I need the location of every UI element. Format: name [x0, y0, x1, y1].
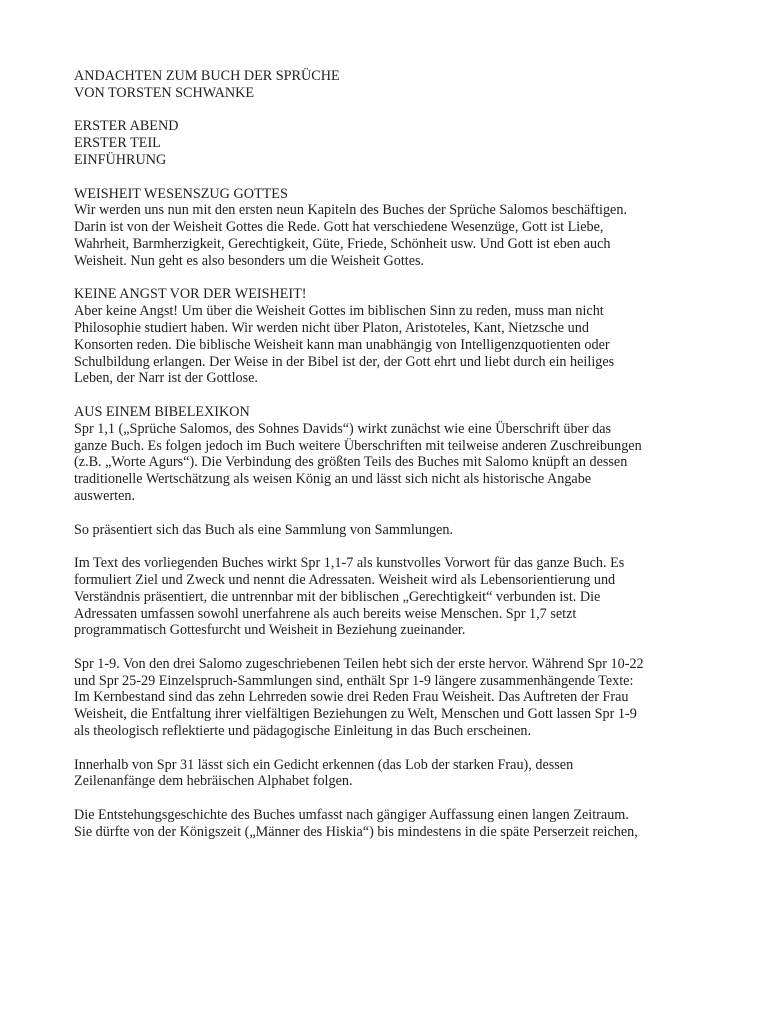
text-line: programmatisch Gottesfurcht und Weisheit in Beziehung zueinander. [74, 622, 466, 639]
text-line: Wir werden uns nun mit den ersten neun Kapiteln des Buches der Sprüche Salomos beschäftigen. [74, 202, 627, 219]
text-line: Konsorten reden. Die biblische Weisheit kann man unabhängig von Intelligenzquotienten oder [74, 336, 610, 353]
text-line: Aber keine Angst! Um über die Weisheit Gottes im biblischen Sinn zu reden, muss man nicht [74, 303, 604, 320]
paragraph [74, 421, 714, 505]
text-line: und Spr 25-29 Einzelspruch-Sammlungen sind, enthält Spr 1-9 längere zusammenhängende Texte: [74, 672, 634, 689]
part-line: ERSTER TEIL [74, 135, 161, 152]
text-line: Spr 1-9. Von den drei Salomo zugeschriebenen Teilen hebt sich der erste hervor. Während Spr 10-22 [74, 655, 644, 672]
paragraph [74, 757, 714, 791]
paragraph [74, 656, 714, 740]
section-heading: AUS EINEM BIBELEXIKON [74, 403, 250, 420]
document-author: VON TORSTEN SCHWANKE [74, 84, 254, 101]
text-line: Sie dürfte von der Königszeit („Männer des Hiskia“) bis mindestens in die späte Perserzeit reichen, [74, 823, 638, 840]
text-line: (z.B. „Worte Agurs“). Die Verbindung des größten Teils des Buches mit Salomo knüpft an dessen [74, 454, 628, 471]
text-line: Zeilenanfänge dem hebräischen Alphabet folgen. [74, 773, 353, 790]
text-line: ganze Buch. Es folgen jedoch im Buch weitere Überschriften mit teilweise anderen Zuschreibungen [74, 437, 642, 454]
text-line: Die Entstehungsgeschichte des Buches umfasst nach gängiger Auffassung einen langen Zeitraum. [74, 807, 629, 824]
paragraph [74, 555, 714, 639]
paragraph [74, 202, 714, 269]
part-heading [74, 135, 714, 169]
text-line: Weisheit. Nun geht es also besonders um die Weisheit Gottes. [74, 252, 425, 269]
section-heading: KEINE ANGST VOR DER WEISHEIT! [74, 286, 307, 303]
paragraph [74, 807, 714, 841]
text-line: Philosophie studiert haben. Wir werden nicht über Platon, Aristoteles, Kant, Nietzsche und [74, 319, 589, 336]
text-line: traditionelle Wertschätzung als weisen König an und lässt sich nicht als historische Angabe [74, 471, 592, 488]
text-line: als theologisch reflektierte und pädagogische Einleitung in das Buch erscheinen. [74, 723, 532, 740]
text-line: So präsentiert sich das Buch als eine Sammlung von Sammlungen. [74, 521, 454, 538]
document-body [74, 68, 714, 857]
section-heading: WEISHEIT WESENSZUG GOTTES [74, 185, 288, 202]
spacer [74, 102, 714, 119]
text-line: Adressaten umfassen sowohl unerfahrene als auch bereits weise Menschen. Spr 1,7 setzt [74, 605, 577, 622]
part-line: EINFÜHRUNG [74, 151, 167, 168]
text-line: Im Kernbestand sind das zehn Lehrreden sowie drei Reden Frau Weisheit. Das Auftreten der Frau [74, 689, 629, 706]
text-line: Schulbildung erlangen. Der Weise in der Bibel ist der, der Gott ehrt und liebt durch ein heiliges [74, 353, 615, 370]
paragraph [74, 522, 714, 539]
text-line: Wahrheit, Barmherzigkeit, Gerechtigkeit, Güte, Friede, Schönheit usw. Und Gott ist eben auch [74, 235, 611, 252]
text-line: Leben, der Narr ist der Gottlose. [74, 370, 258, 387]
text-line: Innerhalb von Spr 31 lässt sich ein Gedicht erkennen (das Lob der starken Frau), dessen [74, 756, 574, 773]
text-line: formuliert Ziel und Zweck und nennt die Adressaten. Weisheit wird als Lebensorientierung und [74, 571, 616, 588]
text-line: auswerten. [74, 487, 136, 504]
paragraph [74, 303, 714, 387]
text-line: Im Text des vorliegenden Buches wirkt Spr 1,1-7 als kunstvolles Vorwort für das ganze Buch. Es [74, 555, 625, 572]
document-title: ANDACHTEN ZUM BUCH DER SPRÜCHE [74, 68, 340, 84]
text-line: Spr 1,1 („Sprüche Salomos, des Sohnes Davids“) wirkt zunächst wie eine Überschrift über das [74, 420, 612, 437]
text-line: Weisheit, die Entfaltung ihrer vielfältigen Beziehungen zu Welt, Menschen und Gott lassen Spr 1-9 [74, 706, 637, 723]
evening-heading: ERSTER ABEND [74, 118, 179, 135]
text-line: Verständnis präsentiert, die untrennbar mit der biblischen „Gerechtigkeit“ verbunden ist. Die [74, 588, 601, 605]
text-line: Darin ist von der Weisheit Gottes die Rede. Gott hat verschiedene Wesenzüge, Gott ist Liebe, [74, 219, 604, 236]
